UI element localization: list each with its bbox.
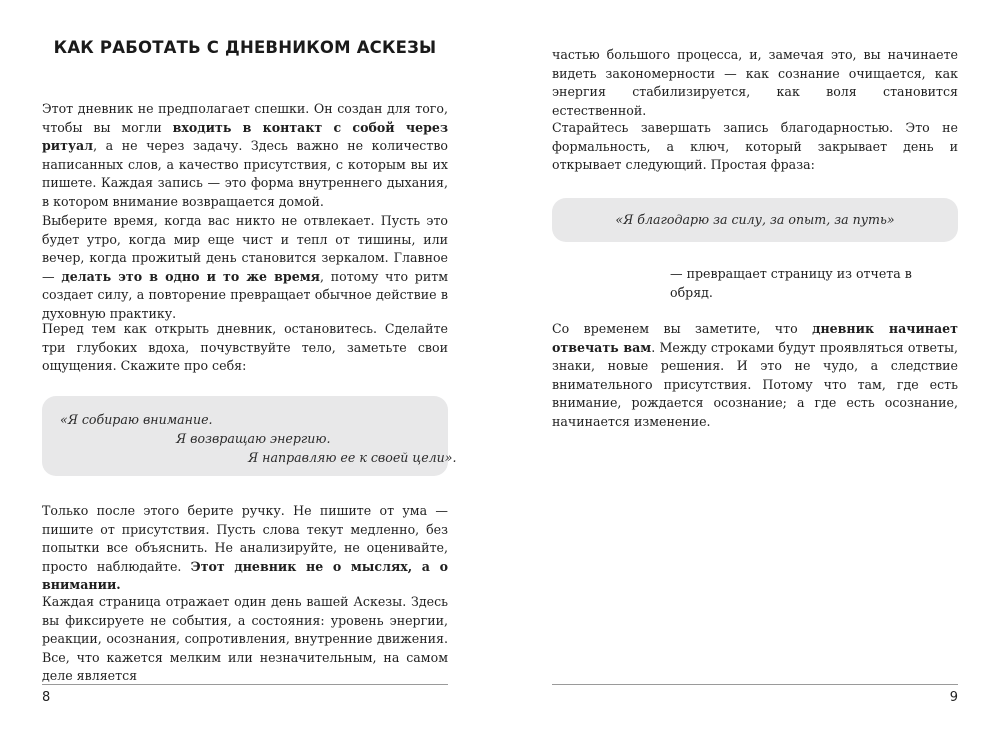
text-span: Этот дневник не предполагает спешки. Он создан для того, чтобы вы могли bbox=[42, 101, 448, 135]
text-span: Со временем вы заметите, что bbox=[552, 321, 813, 336]
paragraph-breath: Перед тем как открыть дневник, остановитесь. Сделайте три глубоких вдоха, почувствуйте тело, заметьте свои ощущения. Скажите про себя: bbox=[42, 321, 448, 374]
paragraph-intro bbox=[42, 100, 448, 212]
affirmation-quote-box bbox=[42, 396, 457, 476]
footer-rule bbox=[552, 684, 958, 685]
page-number: 8 bbox=[42, 690, 51, 705]
paragraph-ritual: — превращает страницу из отчета в обряд. bbox=[670, 266, 912, 300]
text-span: , потому что ритм создает силу, а повторение превращает обычное действие в духовную практику. bbox=[42, 268, 449, 321]
bold-phrase: входить в контакт с собой через ритуал bbox=[42, 119, 448, 154]
paragraph-answers bbox=[552, 320, 958, 432]
page-number: 9 bbox=[949, 690, 958, 705]
left-page bbox=[42, 0, 457, 741]
bold-phrase: дневник начинает отвечать вам bbox=[552, 321, 958, 355]
chapter-title: КАК РАБОТАТЬ С ДНЕВНИКОМ АСКЕЗЫ bbox=[53, 38, 437, 57]
paragraph-page: Каждая страница отражает один день вашей Аскезы. Здесь вы фиксируете не события, а состояния: уровень энергии, реакции, осознания, сопротивления, внутренние движения. Все, что кажется мелким или незначительным, на самом деле является bbox=[42, 594, 448, 684]
right-page bbox=[552, 0, 958, 741]
text-span: , а не через задачу. Здесь важно не количество написанных слов, а качество присутствия, с которым вы их пишете. Каждая запись — это форма внутреннего дыхания, в котором внимание возвращается домой. bbox=[42, 138, 448, 209]
bold-phrase: делать это в одно и то же время bbox=[61, 268, 320, 284]
quote-line: Я возвращаю энергию. bbox=[176, 431, 331, 446]
text-span: Выберите время, когда вас никто не отвлекает. Пусть это будет утро, когда мир еще чист и тепл от тишины, или вечер, когда прожитый день становится зеркалом. Главное — bbox=[42, 213, 448, 284]
quote-line: Я направляю ее к своей цели». bbox=[248, 450, 457, 465]
paragraph-continuation: частью большого процесса, и, замечая это, вы начинаете видеть закономерности — как сознание очищается, как энергия стабилизируется, как воля становится естественной. bbox=[552, 47, 958, 118]
gratitude-quote-box bbox=[552, 198, 958, 242]
quote-text: «Я благодарю за силу, за опыт, за путь» bbox=[615, 212, 895, 227]
paragraph-time bbox=[42, 212, 448, 324]
text-span: Только после этого берите ручку. Не пишите от ума — пишите от присутствия. Пусть слова текут медленно, без попытки все объяснить. Не анализируйте, не оценивайте, просто наблюдайте. bbox=[42, 503, 448, 574]
bold-phrase: Этот дневник не о мыслях, а о внимании. bbox=[42, 558, 448, 593]
quote-line: «Я собираю внимание. bbox=[60, 412, 213, 427]
paragraph-gratitude: Старайтесь завершать запись благодарностью. Это не формальность, а ключ, который закрывает день и открывает следующий. Простая фраза: bbox=[552, 120, 958, 173]
text-span: . Между строками будут проявляться ответы, знаки, новые решения. И это не чудо, а следствие внимательного присутствия. Потому что там, где есть внимание, рождается осознание; а где есть осознание, начинается изменение. bbox=[552, 339, 958, 429]
paragraph-writing bbox=[42, 502, 448, 595]
footer-rule bbox=[42, 684, 448, 685]
